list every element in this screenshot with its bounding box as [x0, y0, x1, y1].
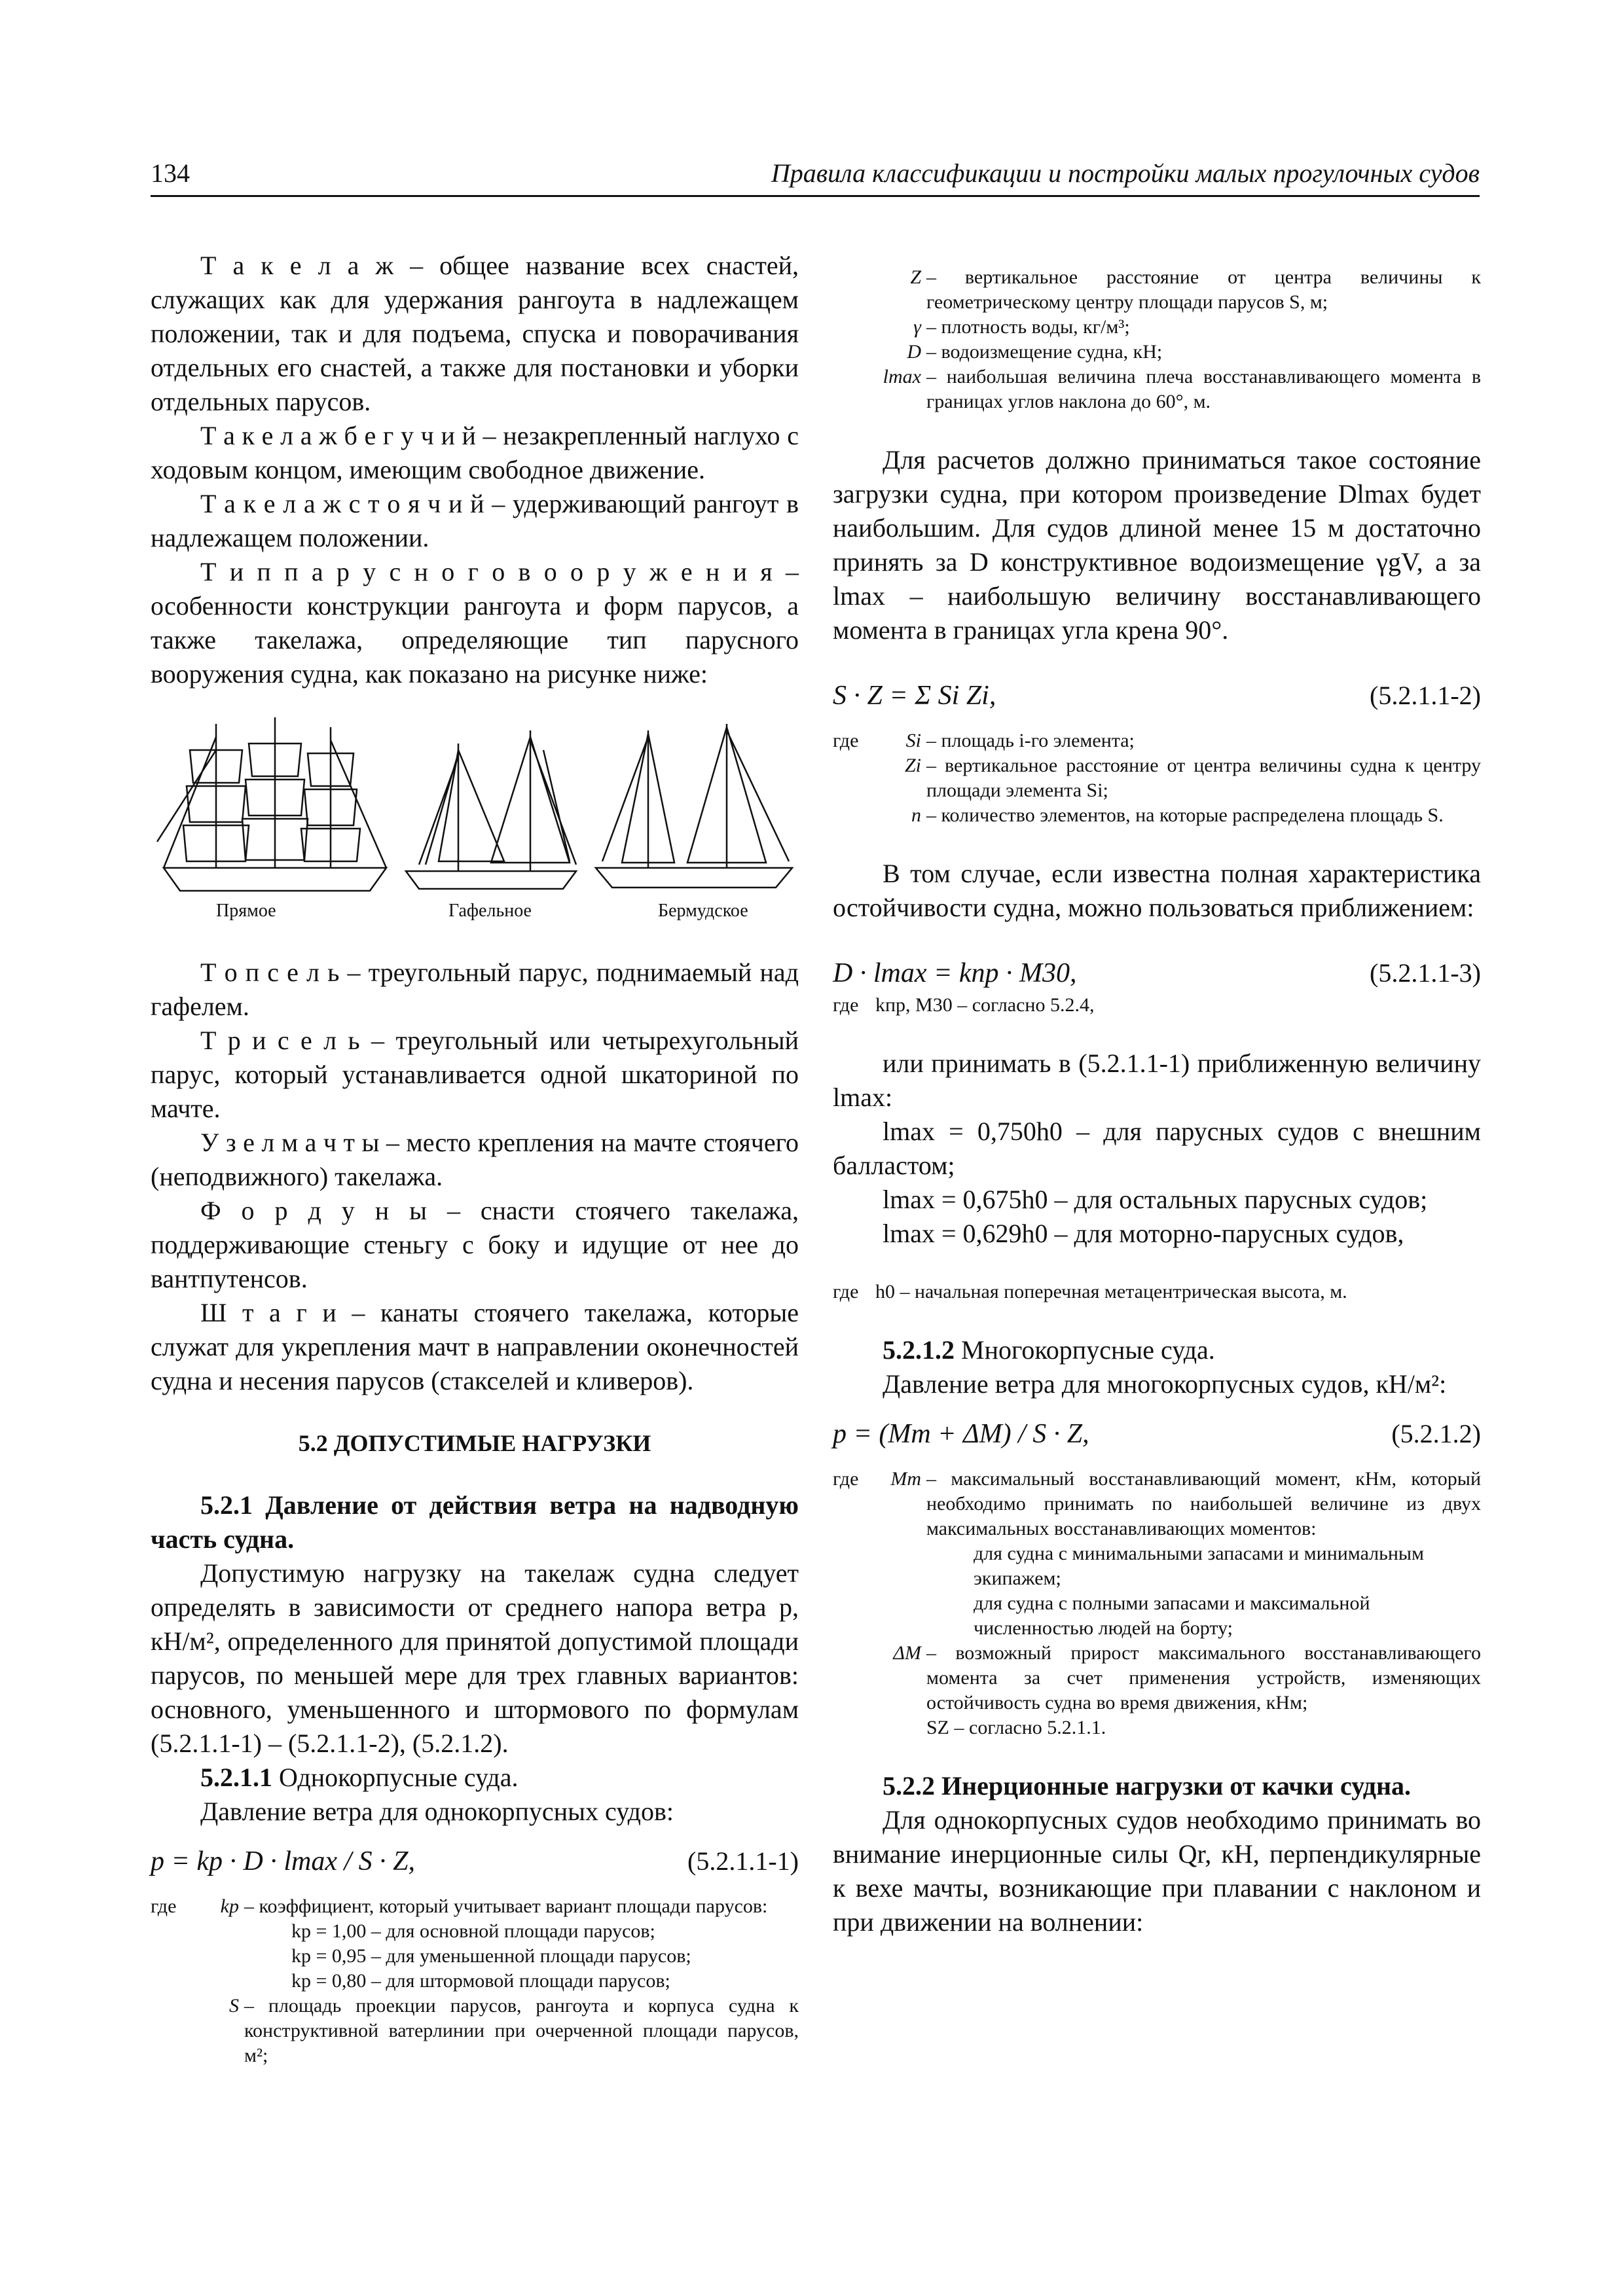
paragraph: Т о п с е л ь – треугольный парус, поднимаемый над гафелем.: [151, 958, 799, 1021]
page-number: 134: [151, 158, 190, 188]
formula-number: (5.2.1.1-3): [1370, 958, 1481, 988]
paragraph: Т и п п а р у с н о г о в о о р у ж е н и я – особенности конструкции рангоута и форм парусов, а также такелажа, определяющие тип парусного вооружения судна, как показано на рисунке ниже:: [151, 557, 799, 689]
right-column: [833, 265, 1481, 1939]
sail-rig-illustration: [151, 711, 799, 901]
formula-notes: где kпр, M30 – согласно 5.2.4,: [833, 994, 1095, 1016]
paragraph: Ш т а г и – канаты стоячего такелажа, которые служат для укрепления мачт в направлении оконечностей судна и несения парусов (стакселей и кливеров).: [151, 1298, 799, 1395]
paragraph: lmax = 0,629h0 – для моторно-парусных судов,: [883, 1219, 1404, 1248]
paragraph: Давление ветра для многокорпусных судов, кН/м²:: [883, 1369, 1447, 1399]
figure-caption-bermuda: Бермудское: [658, 901, 748, 921]
running-title: Правила классификации и постройки малых прогулочных судов: [771, 158, 1480, 188]
paragraph: Для расчетов должно приниматься такое состояние загрузки судна, при котором произведение Dlmax будет наибольшим. Для судов длиной менее 15 м достаточно принять за D конструктивное водоизмещение γgV, а за lmax – наибольшую величину восстанавливающего момента в границах угла крена 90°.: [833, 445, 1481, 645]
formula: p = kp · D · lmax / S · Z, (5.2.1.1-1): [151, 1842, 799, 1881]
left-column: [151, 249, 799, 2068]
sail-rig-figure: [151, 711, 799, 927]
paragraph: Для однокорпусных судов необходимо принимать во внимание инерционные силы Qr, кН, перпендикулярные к вехе мачты, возникающие при плавании с наклоном и при движении на волнении:: [833, 1805, 1481, 1937]
subsection-heading: 5.2.1 Давление от действия ветра на надводную часть судна.: [151, 1490, 799, 1554]
figure-caption-gaff: Гафельное: [448, 901, 532, 921]
formula-number: (5.2.1.2): [1391, 1419, 1481, 1448]
formula: D · lmax = kпр · M30, (5.2.1.1-3): [833, 954, 1481, 993]
formula-number: (5.2.1.1-2): [1370, 681, 1481, 710]
paragraph: В том случае, если известна полная характеристика остойчивости судна, можно пользоваться приближением:: [833, 859, 1481, 922]
section-heading: 5.2 ДОПУСТИМЫЕ НАГРУЗКИ: [298, 1430, 651, 1456]
paragraph: или принимать в (5.2.1.1-1) приближенную величину lmax:: [833, 1049, 1481, 1112]
paragraph: Т р и с е л ь – треугольный или четырехугольный парус, который устанавливается одной шкаториной по мачте.: [151, 1026, 799, 1123]
paragraph: lmax = 0,675h0 – для остальных парусных судов;: [883, 1185, 1428, 1214]
formula-notes: где h0 – начальная поперечная метацентрическая высота, м.: [833, 1281, 1347, 1302]
paragraph: lmax = 0,750h0 – для парусных судов с внешним балластом;: [833, 1117, 1481, 1180]
formula-notes: где Mm – максимальный восстанавливающий момент, кНм, который необходимо принимать по наибольшей величине из двух максимальных восстанавливающих моментов: для судна с минимальными запасами и минимальным экипажем; для судна с полными запасами и максимальной численностью людей на борту; ΔM – возможный прирост максимального восстанавливающего момента за счет применения устройств, изменяющих остойчивость судна во время движения, кНм; SZ – согласно 5.2.1.1.: [833, 1468, 1481, 1738]
paragraph: Т а к е л а ж – общее название всех снастей, служащих как для удержания рангоута в надлежащем положении, так и для подъема, спуска и поворачивания отдельных его снастей, а также для постановки и уборки отдельных парусов.: [151, 251, 799, 416]
formula: p = (Mm + ΔM) / S · Z, (5.2.1.2): [833, 1414, 1481, 1454]
subsection-heading: 5.2.2 Инерционные нагрузки от качки судна.: [883, 1771, 1412, 1801]
page-header: [151, 156, 1480, 197]
paragraph: У з е л м а ч т ы – место крепления на мачте стоячего (неподвижного) такелажа.: [151, 1128, 799, 1191]
formula: S · Z = Σ Si Zi, (5.2.1.1-2): [833, 676, 1481, 715]
formula-number: (5.2.1.1-1): [687, 1846, 799, 1876]
paragraph: 5.2.1.1 Однокорпусные суда.: [200, 1763, 519, 1792]
paragraph: Давление ветра для однокорпусных судов:: [200, 1797, 674, 1826]
formula-notes: где Si – площадь i-го элемента; Zi – вертикальное расстояние от центра величины судна к центру площади элемента Si; n – количество элементов, на которые распределена площадь S.: [833, 730, 1481, 826]
paragraph: Ф о р д у н ы – снасти стоячего такелажа, поддерживающие стеньгу с боку и идущие от нее до вантпутенсов.: [151, 1196, 799, 1293]
paragraph: Т а к е л а ж с т о я ч и й – удерживающий рангоут в надлежащем положении.: [151, 489, 799, 552]
formula-notes: где kp – коэффициент, который учитывает вариант площади парусов: kp = 1,00 – для основной площади парусов; kp = 0,95 – для уменьшенной площади парусов; kp = 0,80 – для штормовой площади парусов; S – площадь проекции парусов, рангоута и корпуса судна к конструктивной ватерлинии при очерченной площади парусов, м²;: [151, 1895, 799, 2066]
paragraph: Допустимую нагрузку на такелаж судна следует определять в зависимости от среднего напора ветра p, кН/м², определенного для принятой допустимой площади парусов, по меньшей мере для трех главных вариантов: основного, уменьшенного и штормового по формулам (5.2.1.1-1) – (5.2.1.1-2), (5.2.1.2).: [151, 1558, 799, 1758]
paragraph: Т а к е л а ж б е г у ч и й – незакрепленный наглухо с ходовым концом, имеющим свободное движение.: [151, 421, 799, 484]
figure-caption-square: Прямое: [216, 901, 276, 921]
paragraph: 5.2.1.2 Многокорпусные суда.: [883, 1335, 1215, 1365]
formula-notes: Z – вертикальное расстояние от центра величины к геометрическому центру площади парусов S, м; γ – плотность воды, кг/м³; D – водоизмещение судна, кН; lmax – наибольшая величина плеча восстанавливающего момента в границах углов наклона до 60°, м.: [883, 266, 1481, 412]
